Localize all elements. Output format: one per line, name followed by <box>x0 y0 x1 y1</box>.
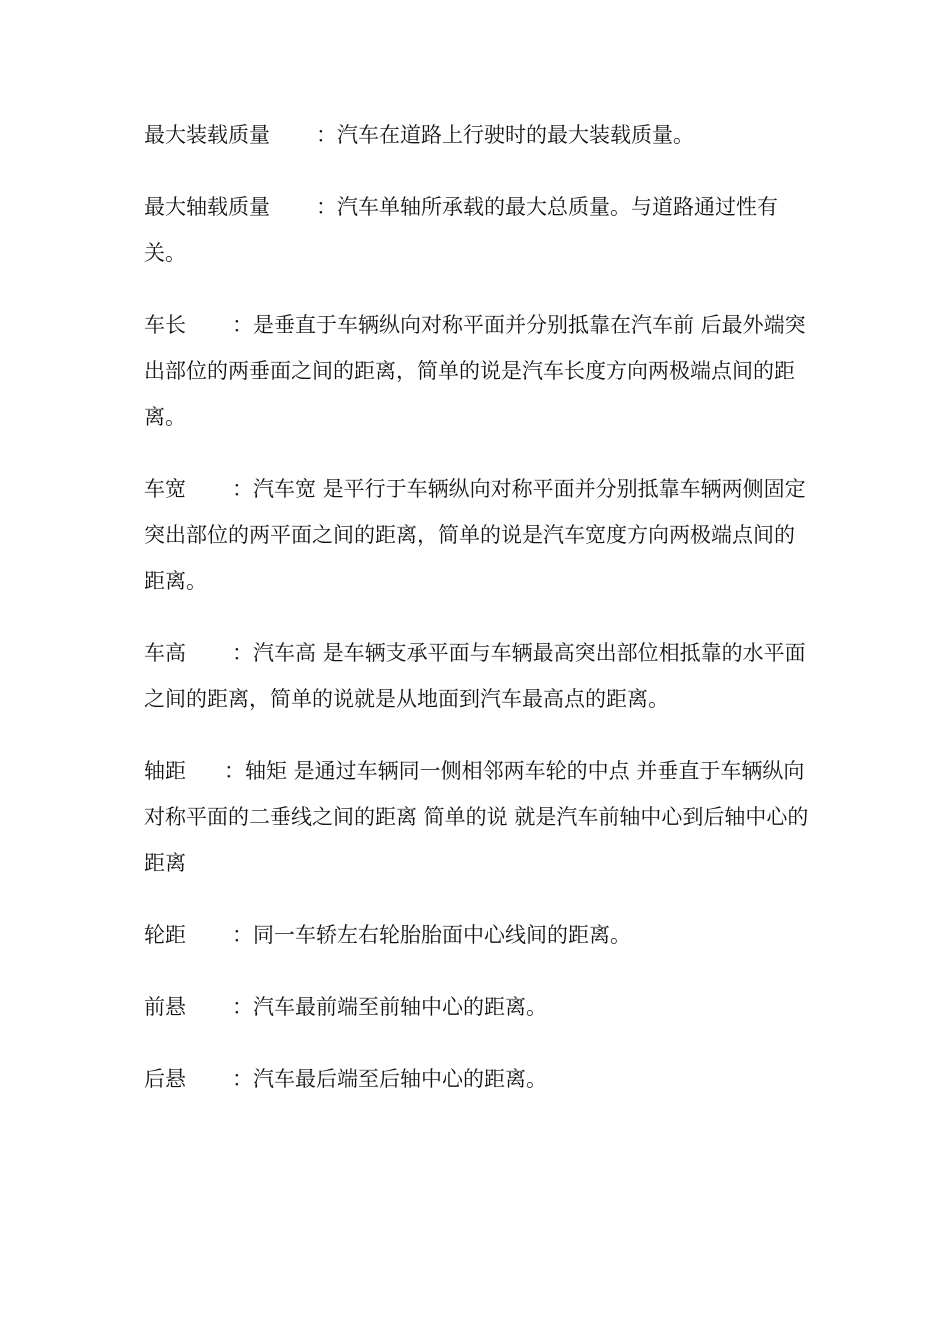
term-label: 轮距 <box>144 923 186 947</box>
definition-text: 汽车高 是车辆支承平面与车辆最高突出部位相抵靠的水平面之间的距离，简单的说就是从地面到汽车最高点的距离。 <box>144 641 806 711</box>
definition-text: 汽车宽 是平行于车辆纵向对称平面并分别抵靠车辆两侧固定突出部位的两平面之间的距离，简单的说是汽车宽度方向两极端点间的距离。 <box>144 477 806 593</box>
definition-entry-vehicle-height <box>144 630 809 722</box>
term-colon: ： <box>232 641 253 665</box>
term-colon: ： <box>232 995 253 1019</box>
term-colon: ： <box>232 1067 253 1091</box>
definition-entry-rear-overhang <box>144 1056 809 1102</box>
definition-text: 是垂直于车辆纵向对称平面并分别抵靠在汽车前 后最外端突出部位的两垂面之间的距离，简单的说是汽车长度方向两极端点间的距离。 <box>144 313 806 429</box>
definition-text: 汽车最前端至前轴中心的距离。 <box>253 995 547 1019</box>
definition-text: 轴矩 是通过车辆同一侧相邻两车轮的中点 并垂直于车辆纵向对称平面的二垂线之间的距离 简单的说 就是汽车前轴中心到后轴中心的距离 <box>144 759 809 875</box>
term-label: 轴距 <box>144 759 186 783</box>
definition-entry-track-width <box>144 912 809 958</box>
term-colon: ： <box>232 923 253 947</box>
definition-entry-front-overhang <box>144 984 809 1030</box>
definition-text: 汽车最后端至后轴中心的距离。 <box>253 1067 547 1091</box>
definition-list <box>144 112 809 1128</box>
term-label: 车长 <box>144 313 186 337</box>
term-label: 最大轴载质量 <box>144 195 270 219</box>
definition-text: 汽车在道路上行驶时的最大装载质量。 <box>337 123 694 147</box>
term-colon: ： <box>316 195 337 219</box>
term-label: 车宽 <box>144 477 186 501</box>
term-label: 最大装载质量 <box>144 123 270 147</box>
term-colon: ： <box>224 759 245 783</box>
term-label: 后悬 <box>144 1067 186 1091</box>
definition-entry-vehicle-length <box>144 302 809 440</box>
term-colon: ： <box>232 477 253 501</box>
definition-entry-max-axle-load-mass <box>144 184 809 276</box>
definition-text: 汽车单轴所承载的最大总质量。与道路通过性有关。 <box>144 195 778 265</box>
definition-entry-max-load-mass <box>144 112 809 158</box>
term-label: 前悬 <box>144 995 186 1019</box>
definition-text: 同一车轿左右轮胎胎面中心线间的距离。 <box>253 923 631 947</box>
term-label: 车高 <box>144 641 186 665</box>
definition-entry-vehicle-width <box>144 466 809 604</box>
term-colon: ： <box>232 313 253 337</box>
definition-entry-wheelbase <box>144 748 809 886</box>
term-colon: ： <box>316 123 337 147</box>
